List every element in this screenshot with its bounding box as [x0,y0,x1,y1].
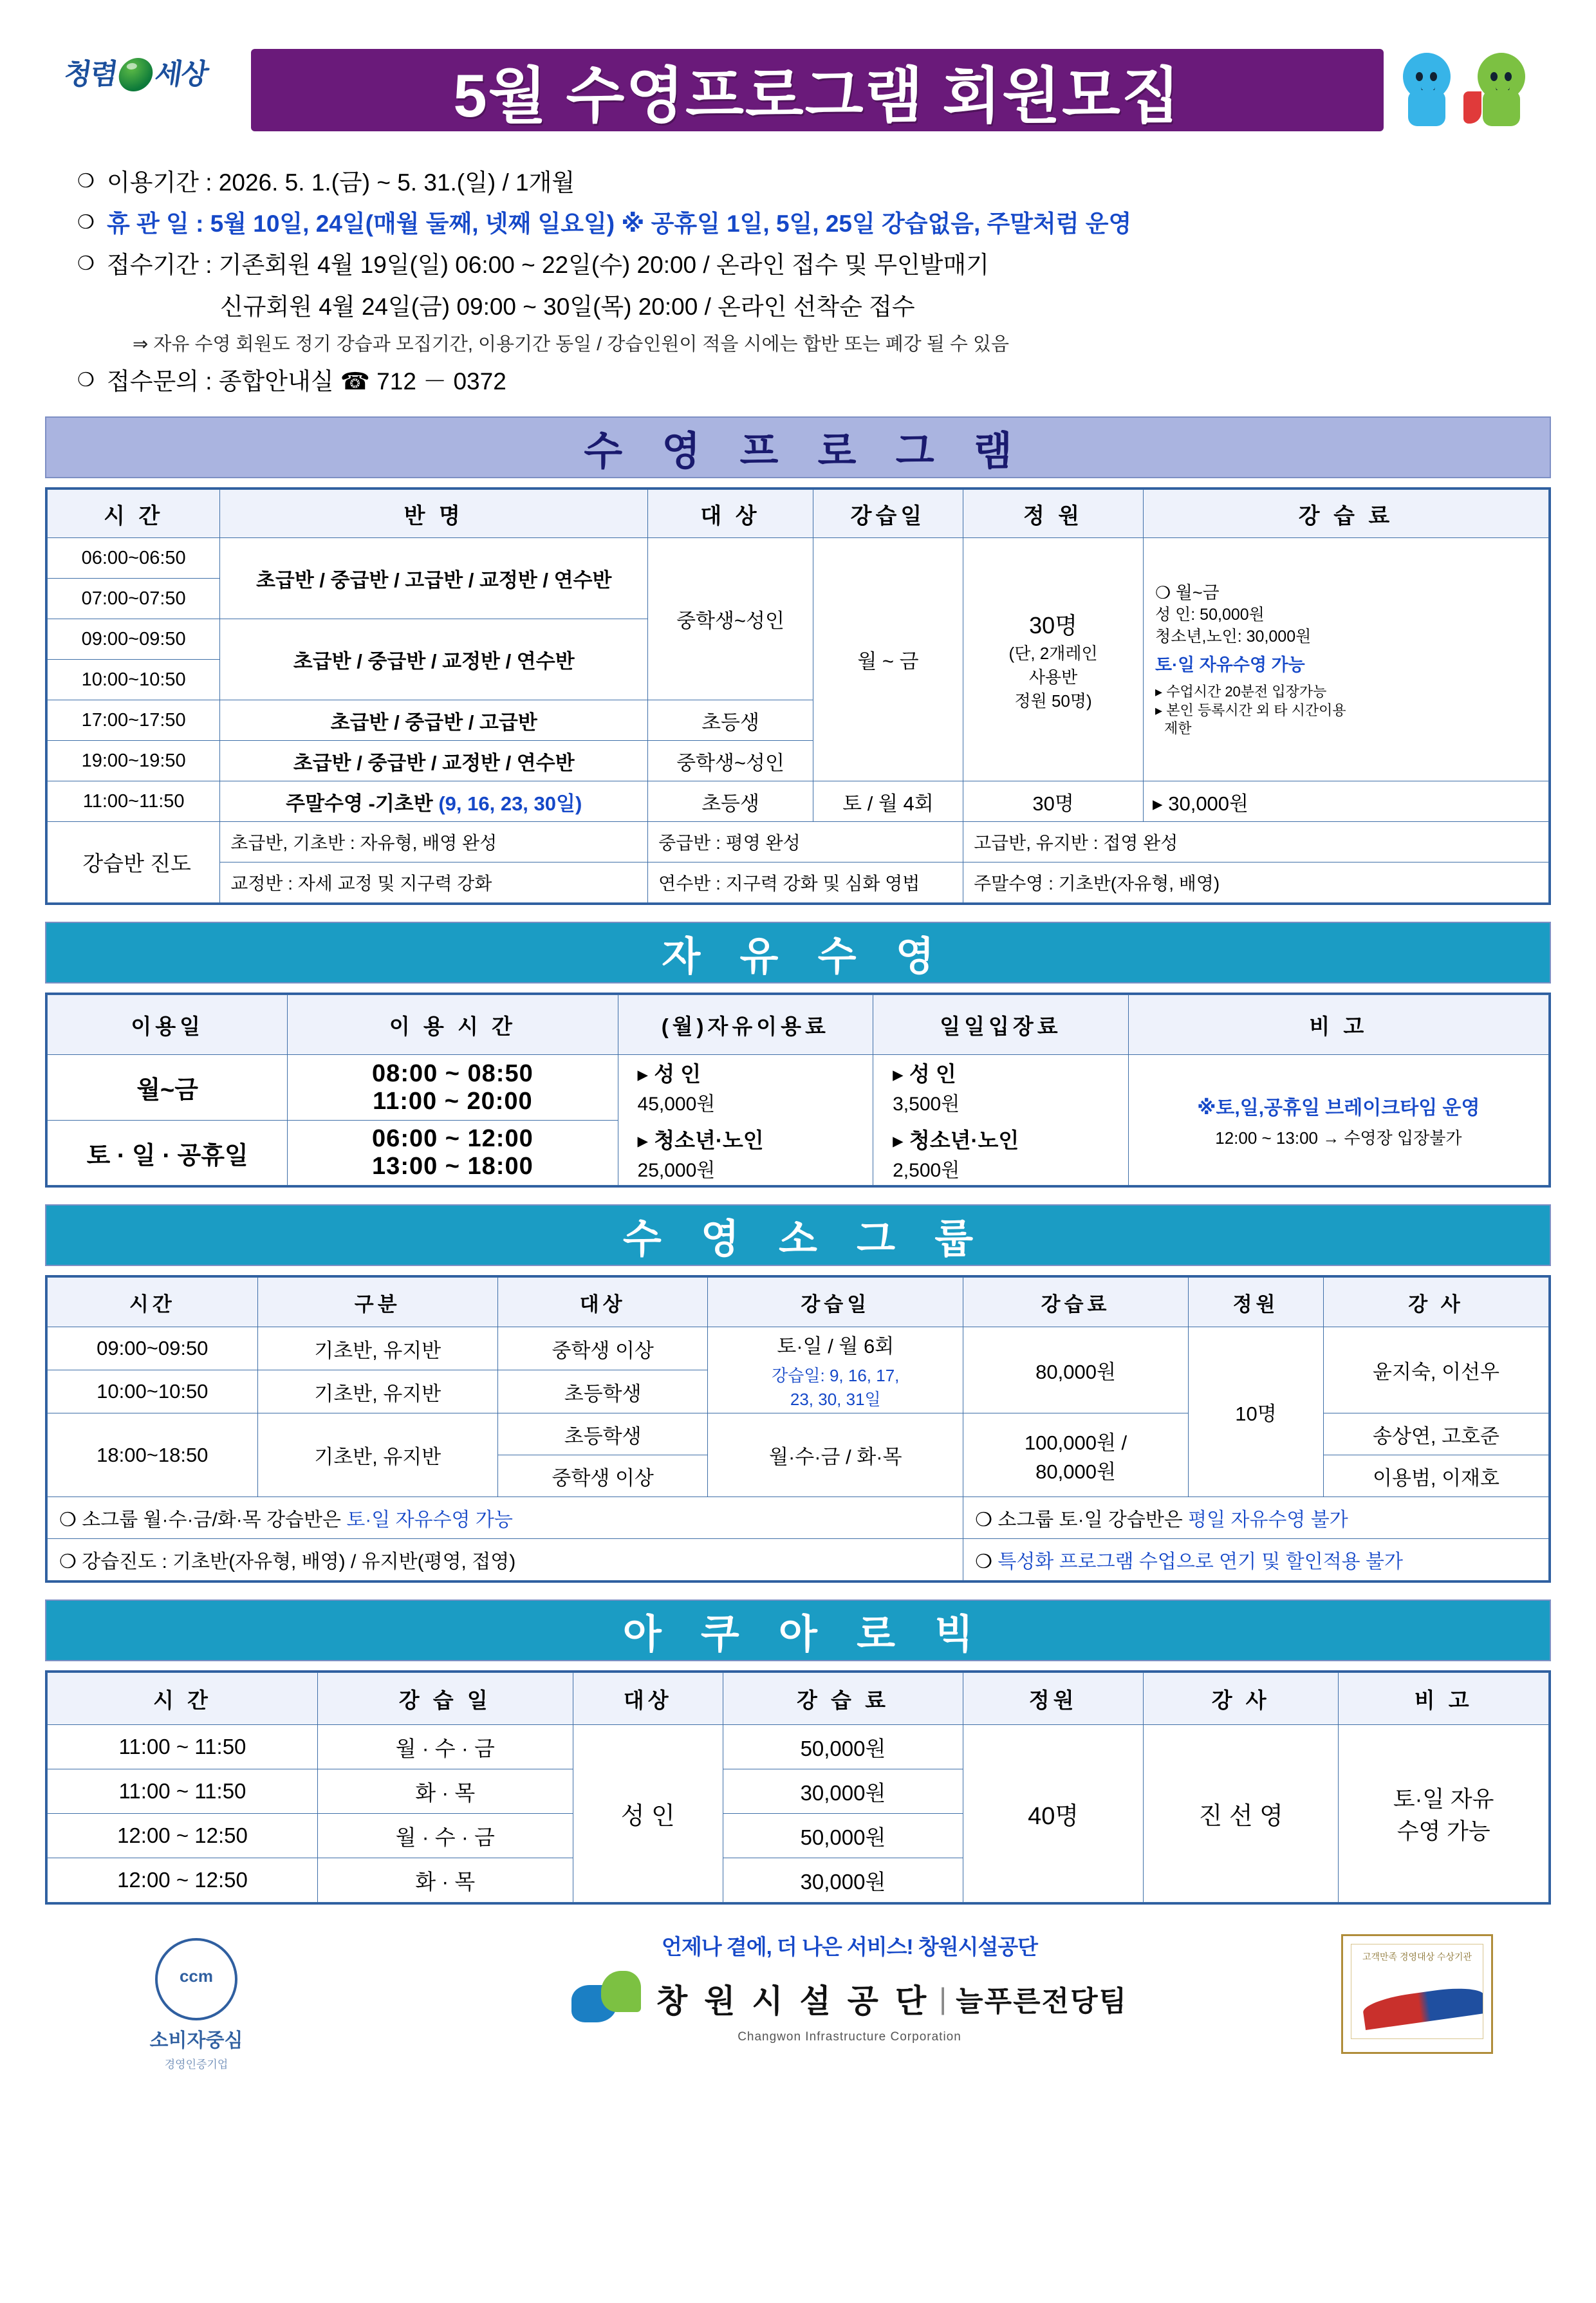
section-title-program: 수 영 프 로 그 램 [584,429,1026,474]
cell-type: 기초반, 유지반 [257,1370,497,1413]
th-time: 시 간 [48,1673,318,1725]
note-cell-2 [963,1497,1549,1539]
time-line-2: 11:00 ~ 20:00 [373,1087,533,1115]
cell-time: 19:00~19:50 [48,741,220,781]
award-swoosh-icon [1362,1984,1483,2030]
cell-times [288,1055,618,1121]
bullet-icon: ❍ [77,171,95,192]
cell-time: 12:00 ~ 12:50 [48,1858,318,1903]
cell-time: 09:00~09:50 [48,619,220,660]
fee-line-2: 80,000원 [1035,1460,1116,1483]
cell-target: 초등생 [648,700,813,741]
cell-class: 초급반 / 중급반 / 고급반 / 교정반 / 연수반 [220,538,648,619]
cell-type: 기초반, 유지반 [257,1413,497,1497]
ccm-mark-text: ccm [179,1966,214,1986]
th-time: 이 용 시 간 [288,995,618,1055]
note-bullet-icon: ❍ [975,1509,992,1531]
th-type: 구분 [257,1278,497,1327]
capacity-main: 30명 [1029,611,1077,639]
cell-capacity [963,538,1144,781]
capacity-note1: (단, 2개레인 [1008,643,1098,663]
monthly-value-1: 45,000원 [637,1094,716,1115]
brand-name: 창 원 시 설 공 단 [656,1983,931,2020]
brand-separator: | [939,1982,947,2016]
info-row-registration-new [77,289,1519,325]
cell-teacher: 이용범, 이재호 [1324,1455,1549,1497]
cell-daily-fee [873,1055,1129,1186]
info-closed-days: 휴 관 일 : 5월 10일, 24일(매월 둘째, 넷째 일요일) ※ 공휴일 1일, 5일, 25일 강습없음, 주말처럼 운영 [107,210,1132,238]
cell-days: 월 · 수 · 금 [317,1725,573,1769]
th-monthly-fee: (월)자유이용료 [618,995,873,1055]
table-row [48,538,1549,579]
bullet-icon: ❍ [77,253,95,275]
cell-days: 월·수·금 / 화·목 [708,1413,963,1497]
free-table-wrap [45,993,1551,1188]
progress-cell: 초급반, 기초반 : 자유형, 배영 완성 [220,822,648,862]
mascot-green-icon [1469,53,1536,130]
cell-time: 09:00~09:50 [48,1327,258,1370]
cell-target: 성 인 [573,1725,723,1903]
progress-label: 강습반 진도 [48,822,220,903]
table-row [48,1413,1549,1455]
cell-target: 초등학생 [497,1370,708,1413]
ccm-label: 소비자중심 [149,2030,243,2052]
daily-label-2: ▸ 청소년·노인 [893,1128,1019,1153]
cell-target: 초등생 [648,781,813,822]
table-row [48,781,1549,822]
cell-time: 07:00~07:50 [48,579,220,619]
days-main: 토·일 / 월 6회 [777,1335,895,1358]
bullet-icon: ❍ [77,369,95,391]
cell-class: 초급반 / 중급반 / 교정반 / 연수반 [220,741,648,781]
cell-note [1128,1055,1548,1186]
time-line-1: 06:00 ~ 12:00 [372,1125,534,1152]
cell-time: 06:00~06:50 [48,538,220,579]
cell-class: 초급반 / 중급반 / 교정반 / 연수반 [220,619,648,700]
section-title-smallgroup: 수 영 소 그 룹 [622,1217,988,1262]
progress-cell: 주말수영 : 기초반(자유형, 배영) [963,862,1549,903]
cell-class: 초급반 / 중급반 / 고급반 [220,700,648,741]
cell-days: 월 · 수 · 금 [317,1814,573,1858]
cell-capacity: 10명 [1189,1327,1324,1497]
note-line-2: 12:00 ~ 13:00 → 수영장 입장불가 [1215,1128,1462,1148]
award-seal [1341,1934,1493,2054]
fee-note3: 제한 [1164,720,1192,737]
changwon-logo-icon [571,1971,646,2026]
table-row [48,1725,1549,1769]
cell-day: 월~금 [48,1055,288,1121]
footer-slogan: 언제나 곁에, 더 나은 서비스! 창원시설공단 [662,1935,1037,1959]
free-swim-table [47,994,1549,1186]
info-contact: 접수문의 : 종합안내실 ☎ 712 － 0372 [107,368,506,395]
cell-days: 화 · 목 [317,1769,573,1814]
cell-fee [963,1413,1189,1497]
fee-line-1: 100,000원 / [1024,1431,1127,1454]
table-header-row [48,490,1549,538]
mascot-blue-icon [1394,53,1461,130]
table-header-row [48,1673,1549,1725]
note-highlight-2: 평일 자유수영 불가 [1188,1509,1348,1531]
info-period: 이용기간 : 2026. 5. 1.(금) ~ 5. 31.(일) / 1개월 [107,169,575,196]
fee-note1: ▸ 수업시간 20분전 입장가능 [1155,684,1327,700]
weekend-class-days: (9, 16, 23, 30일) [438,792,582,815]
note-bullet-icon: ❍ [59,1551,77,1573]
info-block [77,165,1519,400]
logo-text-2: 세상 [153,58,210,91]
info-small-note: ⇒ 자유 수영 회원도 정기 강습과 모집기간, 이용기간 동일 / 강습인원이 적을 시에는 합반 또는 폐강 될 수 있음 [133,333,1010,355]
globe-icon [116,58,154,91]
fee-line3: 토·일 자유수영 가능 [1155,655,1305,675]
table-header-row [48,995,1549,1055]
brand-row [489,1971,1210,2026]
th-time: 시 간 [48,490,220,538]
note-cell-3 [48,1539,963,1581]
monthly-label-1: ▸ 성 인 [637,1062,701,1086]
note-bullet-icon: ❍ [59,1509,77,1531]
time-line-2: 13:00 ~ 18:00 [372,1153,534,1180]
cell-days: 화 · 목 [317,1858,573,1903]
info-registration-new: 신규회원 4월 24일(금) 09:00 ~ 30일(목) 20:00 / 온라인 선착순 접수 [220,293,915,320]
cell-time: 10:00~10:50 [48,660,220,700]
cell-days [708,1327,963,1413]
table-header-row [48,1278,1549,1327]
th-daily-fee: 일일입장료 [873,995,1129,1055]
table-row-progress [48,862,1549,903]
ccm-sublabel: 경영인증기업 [164,2058,228,2071]
cell-type: 기초반, 유지반 [257,1327,497,1370]
cell-time: 10:00~10:50 [48,1370,258,1413]
th-class: 반 명 [220,490,648,538]
smallgroup-table-wrap [45,1275,1551,1583]
time-line-1: 08:00 ~ 08:50 [372,1059,534,1087]
corporation-brand [489,1930,1210,2044]
fee-line1: 성 인: 50,000원 [1155,606,1265,624]
section-banner-program [45,416,1551,478]
note-line-1: ※토,일,공휴일 브레이크타임 운영 [1197,1097,1480,1119]
smallgroup-table [47,1277,1549,1581]
daily-label-1: ▸ 성 인 [893,1062,956,1086]
note-highlight-1: 토·일 자유수영 가능 [346,1509,513,1531]
info-row-closed [77,206,1519,242]
section-title-free: 자 유 수 영 [662,934,949,979]
cell-fee: 50,000원 [723,1725,963,1769]
th-target: 대상 [497,1278,708,1327]
ccm-mark-icon [155,1938,237,2020]
cell-fee-weekend: ▸ 30,000원 [1144,781,1549,822]
th-time: 시간 [48,1278,258,1327]
cell-capacity: 40명 [963,1725,1144,1903]
note-highlight-4: 특성화 프로그램 수업으로 연기 및 할인적용 불가 [998,1551,1403,1573]
logo-text-1: 청렴 [62,58,119,91]
award-seal-text: 고객만족 경영대상 수상기관 [1362,1952,1472,1963]
th-capacity: 정원 [963,1673,1144,1725]
monthly-label-2: ▸ 청소년·노인 [637,1128,764,1153]
cell-times [288,1120,618,1186]
note-line-2: 수영 가능 [1396,1818,1490,1844]
cell-time: 11:00 ~ 11:50 [48,1769,318,1814]
aqua-table [47,1672,1549,1903]
days-note2: 23, 30, 31일 [790,1390,881,1410]
cell-days: 월 ~ 금 [813,538,963,781]
poster-footer [77,1930,1519,2072]
th-fee: 강 습 료 [1144,490,1549,538]
table-row-notes [48,1497,1549,1539]
cell-target: 초등학생 [497,1413,708,1455]
fee-head: ❍ 월~금 [1155,583,1220,602]
section-banner-smallgroup [45,1204,1551,1266]
cell-class-weekend [220,781,648,822]
days-note1: 강습일: 9, 16, 17, [772,1366,900,1386]
program-table [47,489,1549,903]
info-registration: 접수기간 : 기존회원 4월 19일(일) 06:00 ~ 22일(수) 20:00 / 온라인 접수 및 무인발매기 [107,252,989,279]
th-days: 강 습 일 [317,1673,573,1725]
program-table-wrap [45,487,1551,905]
cell-time: 12:00 ~ 12:50 [48,1814,318,1858]
th-capacity: 정 원 [963,490,1144,538]
cell-day: 토 · 일 · 공휴일 [48,1120,288,1186]
cell-fee: 50,000원 [723,1814,963,1858]
capacity-note2: 사용반 [1028,667,1078,687]
cell-teacher: 윤지숙, 이선우 [1324,1327,1549,1413]
poster-page [0,45,1596,2303]
cell-teacher: 진 선 영 [1144,1725,1339,1903]
brand-english: Changwon Infrastructure Corporation [738,2030,961,2044]
brand-team: 늘푸른전당팀 [956,1986,1128,2018]
info-row-registration [77,247,1519,283]
cell-monthly-fee [618,1055,873,1186]
mascot-group [1384,48,1545,131]
section-banner-aqua [45,1599,1551,1661]
cheongnyeom-logo [64,58,251,129]
fee-note2: ▸ 본인 등록시간 외 타 시간이용 [1155,702,1346,718]
aqua-table-wrap [45,1670,1551,1905]
th-fee: 강 습 료 [723,1673,963,1725]
th-target: 대 상 [648,490,813,538]
cell-capacity-weekend: 30명 [963,781,1144,822]
page-title: 5월 수영프로그램 회원모집 [453,61,1182,129]
th-note: 비 고 [1339,1673,1549,1725]
cell-teacher: 송상연, 고호준 [1324,1413,1549,1455]
table-row-progress [48,822,1549,862]
note-cell-1 [48,1497,963,1539]
th-note: 비 고 [1128,995,1548,1055]
daily-value-1: 3,500원 [893,1094,960,1115]
section-title-aqua: 아 쿠 아 로 빅 [622,1612,988,1657]
cell-fee: 30,000원 [723,1769,963,1814]
table-row [48,1327,1549,1370]
info-row-contact [77,364,1519,400]
progress-cell: 고급반, 유지반 : 접영 완성 [963,822,1549,862]
cell-time: 11:00~11:50 [48,781,220,822]
progress-cell: 연수반 : 지구력 강화 및 심화 영법 [648,862,963,903]
cell-fee: 30,000원 [723,1858,963,1903]
cell-target: 중학생 이상 [497,1327,708,1370]
note-text-1: 소그룹 월·수·금/화·목 강습반은 [82,1509,347,1531]
daily-value-2: 2,500원 [893,1160,960,1182]
progress-cell: 중급반 : 평영 완성 [648,822,963,862]
cell-note [1339,1725,1549,1903]
fee-line2: 청소년,노인: 30,000원 [1155,627,1312,646]
progress-cell: 교정반 : 자세 교정 및 지구력 강화 [220,862,648,903]
note-text-2: 소그룹 토·일 강습반은 [998,1509,1189,1531]
th-fee: 강습료 [963,1278,1189,1327]
cell-fee [1144,538,1549,781]
th-day: 이용일 [48,995,288,1055]
section-banner-free [45,922,1551,984]
th-capacity: 정원 [1189,1278,1324,1327]
note-text-3: 강습진도 : 기초반(자유형, 배영) / 유지반(평영, 접영) [82,1551,516,1573]
cell-days-weekend: 토 / 월 4회 [813,781,963,822]
ccm-certification [116,1938,277,2071]
cell-time: 17:00~17:50 [48,700,220,741]
info-row-period [77,165,1519,201]
cell-time: 11:00 ~ 11:50 [48,1725,318,1769]
th-days: 강습일 [708,1278,963,1327]
cell-target: 중학생 이상 [497,1455,708,1497]
weekend-class-label: 주말수영 -기초반 [286,792,433,815]
table-row-notes [48,1539,1549,1581]
note-cell-4 [963,1539,1549,1581]
table-row [48,1055,1549,1121]
monthly-value-2: 25,000원 [637,1160,716,1182]
cell-target: 중학생~성인 [648,538,813,700]
th-days: 강습일 [813,490,963,538]
note-bullet-icon: ❍ [975,1551,992,1573]
th-target: 대상 [573,1673,723,1725]
cell-target: 중학생~성인 [648,741,813,781]
title-banner [251,49,1384,131]
award-seal-inner [1351,1944,1483,2039]
bullet-icon: ❍ [77,212,95,234]
capacity-note3: 정원 50명) [1014,691,1092,711]
th-teacher: 강 사 [1324,1278,1549,1327]
cell-fee: 80,000원 [963,1327,1189,1413]
note-line-1: 토·일 자유 [1393,1786,1494,1812]
th-teacher: 강 사 [1144,1673,1339,1725]
cell-time: 18:00~18:50 [48,1413,258,1497]
poster-header [58,45,1538,142]
